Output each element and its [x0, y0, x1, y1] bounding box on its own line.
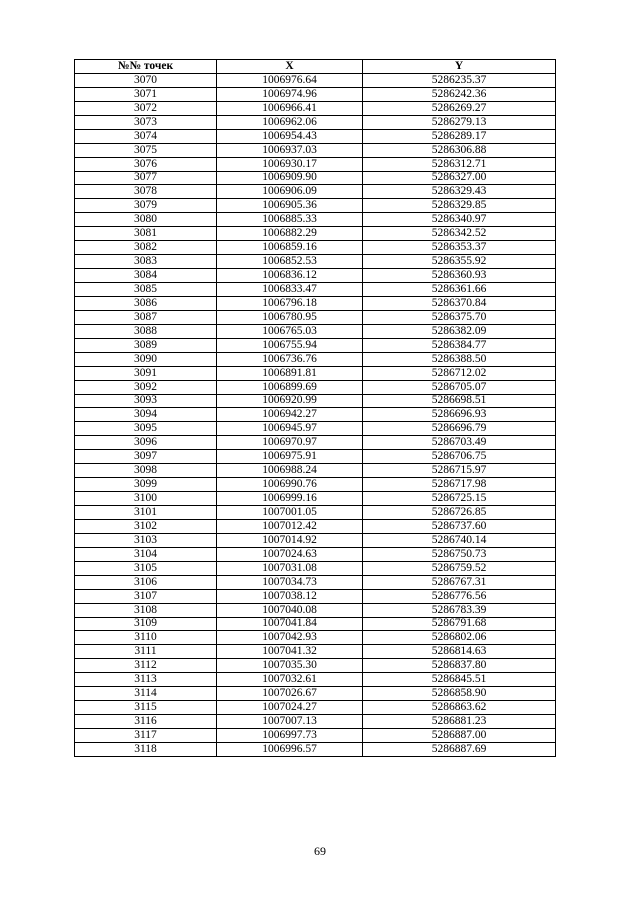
- table-row: [75, 659, 556, 673]
- cell-y: 5286696.79: [363, 422, 556, 436]
- cell-point-number: 3104: [75, 547, 217, 561]
- cell-x: 1006962.06: [217, 115, 363, 129]
- cell-y: 5286342.52: [363, 227, 556, 241]
- cell-point-number: 3118: [75, 742, 217, 756]
- cell-x: 1007014.92: [217, 533, 363, 547]
- cell-y: 5286355.92: [363, 255, 556, 269]
- cell-point-number: 3102: [75, 519, 217, 533]
- cell-y: 5286306.88: [363, 143, 556, 157]
- cell-y: 5286737.60: [363, 519, 556, 533]
- table-row: [75, 241, 556, 255]
- cell-point-number: 3076: [75, 157, 217, 171]
- cell-point-number: 3103: [75, 533, 217, 547]
- cell-y: 5286712.02: [363, 366, 556, 380]
- table-row: [75, 589, 556, 603]
- table-row: [75, 575, 556, 589]
- cell-y: 5286279.13: [363, 115, 556, 129]
- table-row: [75, 199, 556, 213]
- cell-x: 1006780.95: [217, 310, 363, 324]
- cell-point-number: 3088: [75, 324, 217, 338]
- cell-x: 1007012.42: [217, 519, 363, 533]
- cell-x: 1006975.91: [217, 450, 363, 464]
- cell-x: 1007042.93: [217, 631, 363, 645]
- cell-y: 5286783.39: [363, 603, 556, 617]
- cell-point-number: 3085: [75, 283, 217, 297]
- table-row: [75, 422, 556, 436]
- cell-point-number: 3098: [75, 464, 217, 478]
- cell-y: 5286717.98: [363, 478, 556, 492]
- cell-x: 1006930.17: [217, 157, 363, 171]
- cell-y: 5286887.00: [363, 729, 556, 743]
- cell-point-number: 3094: [75, 408, 217, 422]
- cell-y: 5286725.15: [363, 492, 556, 506]
- cell-point-number: 3080: [75, 213, 217, 227]
- cell-x: 1006966.41: [217, 101, 363, 115]
- cell-x: 1006942.27: [217, 408, 363, 422]
- cell-point-number: 3072: [75, 101, 217, 115]
- cell-y: 5286706.75: [363, 450, 556, 464]
- cell-x: 1007026.67: [217, 687, 363, 701]
- table-row: [75, 157, 556, 171]
- cell-point-number: 3097: [75, 450, 217, 464]
- cell-x: 1006891.81: [217, 366, 363, 380]
- cell-y: 5286698.51: [363, 394, 556, 408]
- table-row: [75, 729, 556, 743]
- cell-x: 1006976.64: [217, 73, 363, 87]
- cell-x: 1006796.18: [217, 296, 363, 310]
- cell-point-number: 3089: [75, 338, 217, 352]
- cell-point-number: 3116: [75, 715, 217, 729]
- cell-point-number: 3090: [75, 352, 217, 366]
- cell-x: 1006954.43: [217, 129, 363, 143]
- cell-point-number: 3078: [75, 185, 217, 199]
- header-y: Y: [363, 60, 556, 74]
- cell-x: 1006852.53: [217, 255, 363, 269]
- table-row: [75, 561, 556, 575]
- cell-x: 1006999.16: [217, 492, 363, 506]
- cell-y: 5286776.56: [363, 589, 556, 603]
- cell-y: 5286705.07: [363, 380, 556, 394]
- cell-y: 5286696.93: [363, 408, 556, 422]
- cell-x: 1006899.69: [217, 380, 363, 394]
- cell-y: 5286750.73: [363, 547, 556, 561]
- cell-x: 1006765.03: [217, 324, 363, 338]
- table-row: [75, 73, 556, 87]
- cell-x: 1006906.09: [217, 185, 363, 199]
- cell-x: 1006905.36: [217, 199, 363, 213]
- cell-x: 1007024.27: [217, 701, 363, 715]
- cell-y: 5286845.51: [363, 673, 556, 687]
- cell-y: 5286715.97: [363, 464, 556, 478]
- cell-y: 5286703.49: [363, 436, 556, 450]
- cell-point-number: 3095: [75, 422, 217, 436]
- cell-y: 5286235.37: [363, 73, 556, 87]
- cell-x: 1007035.30: [217, 659, 363, 673]
- table-row: [75, 617, 556, 631]
- table-row: [75, 450, 556, 464]
- cell-y: 5286858.90: [363, 687, 556, 701]
- cell-y: 5286361.66: [363, 283, 556, 297]
- cell-x: 1007034.73: [217, 575, 363, 589]
- cell-point-number: 3093: [75, 394, 217, 408]
- cell-point-number: 3111: [75, 645, 217, 659]
- table-row: [75, 533, 556, 547]
- table-row: [75, 310, 556, 324]
- cell-y: 5286726.85: [363, 506, 556, 520]
- page-number: 69: [314, 844, 326, 858]
- cell-x: 1007041.32: [217, 645, 363, 659]
- cell-y: 5286767.31: [363, 575, 556, 589]
- table-body: [75, 73, 556, 756]
- table-row: [75, 143, 556, 157]
- cell-point-number: 3077: [75, 171, 217, 185]
- cell-y: 5286329.85: [363, 199, 556, 213]
- table-row: [75, 213, 556, 227]
- cell-x: 1006974.96: [217, 87, 363, 101]
- table-row: [75, 255, 556, 269]
- cell-y: 5286791.68: [363, 617, 556, 631]
- cell-x: 1007031.08: [217, 561, 363, 575]
- cell-point-number: 3070: [75, 73, 217, 87]
- cell-point-number: 3108: [75, 603, 217, 617]
- table-row: [75, 87, 556, 101]
- table-row: [75, 338, 556, 352]
- table-row: [75, 283, 556, 297]
- cell-y: 5286740.14: [363, 533, 556, 547]
- table-row: [75, 645, 556, 659]
- cell-x: 1006996.57: [217, 742, 363, 756]
- table-row: [75, 394, 556, 408]
- cell-point-number: 3074: [75, 129, 217, 143]
- table-row: [75, 673, 556, 687]
- cell-y: 5286814.63: [363, 645, 556, 659]
- cell-y: 5286837.80: [363, 659, 556, 673]
- table-row: [75, 715, 556, 729]
- cell-point-number: 3106: [75, 575, 217, 589]
- cell-point-number: 3099: [75, 478, 217, 492]
- cell-point-number: 3092: [75, 380, 217, 394]
- table-row: [75, 687, 556, 701]
- cell-x: 1006997.73: [217, 729, 363, 743]
- cell-x: 1007038.12: [217, 589, 363, 603]
- cell-y: 5286388.50: [363, 352, 556, 366]
- table-row: [75, 506, 556, 520]
- table-row: [75, 742, 556, 756]
- cell-x: 1006937.03: [217, 143, 363, 157]
- cell-point-number: 3101: [75, 506, 217, 520]
- table-row: [75, 492, 556, 506]
- cell-x: 1006736.76: [217, 352, 363, 366]
- table-row: [75, 478, 556, 492]
- table-row: [75, 269, 556, 283]
- cell-x: 1007040.08: [217, 603, 363, 617]
- cell-y: 5286360.93: [363, 269, 556, 283]
- table-row: [75, 366, 556, 380]
- table-row: [75, 129, 556, 143]
- cell-y: 5286881.23: [363, 715, 556, 729]
- cell-point-number: 3114: [75, 687, 217, 701]
- cell-point-number: 3109: [75, 617, 217, 631]
- cell-x: 1006833.47: [217, 283, 363, 297]
- table-row: [75, 380, 556, 394]
- cell-point-number: 3081: [75, 227, 217, 241]
- table-row: [75, 101, 556, 115]
- cell-x: 1006920.99: [217, 394, 363, 408]
- cell-point-number: 3091: [75, 366, 217, 380]
- table-row: [75, 185, 556, 199]
- cell-x: 1007041.84: [217, 617, 363, 631]
- cell-point-number: 3113: [75, 673, 217, 687]
- cell-x: 1006970.97: [217, 436, 363, 450]
- cell-x: 1006859.16: [217, 241, 363, 255]
- cell-point-number: 3105: [75, 561, 217, 575]
- cell-y: 5286312.71: [363, 157, 556, 171]
- coordinates-table: [74, 59, 556, 757]
- table-row: [75, 408, 556, 422]
- cell-y: 5286242.36: [363, 87, 556, 101]
- header-x: X: [217, 60, 363, 74]
- cell-x: 1006882.29: [217, 227, 363, 241]
- table-row: [75, 519, 556, 533]
- cell-y: 5286863.62: [363, 701, 556, 715]
- cell-y: 5286289.17: [363, 129, 556, 143]
- cell-x: 1006988.24: [217, 464, 363, 478]
- cell-x: 1006755.94: [217, 338, 363, 352]
- cell-x: 1007032.61: [217, 673, 363, 687]
- cell-y: 5286353.37: [363, 241, 556, 255]
- cell-x: 1006990.76: [217, 478, 363, 492]
- table-row: [75, 631, 556, 645]
- table-row: [75, 436, 556, 450]
- cell-x: 1006909.90: [217, 171, 363, 185]
- cell-y: 5286327.00: [363, 171, 556, 185]
- cell-point-number: 3079: [75, 199, 217, 213]
- cell-point-number: 3071: [75, 87, 217, 101]
- cell-y: 5286370.84: [363, 296, 556, 310]
- cell-point-number: 3073: [75, 115, 217, 129]
- table-header-row: [75, 60, 556, 74]
- table-row: [75, 227, 556, 241]
- table-row: [75, 115, 556, 129]
- table-row: [75, 464, 556, 478]
- cell-point-number: 3084: [75, 269, 217, 283]
- cell-point-number: 3117: [75, 729, 217, 743]
- cell-point-number: 3107: [75, 589, 217, 603]
- cell-y: 5286887.69: [363, 742, 556, 756]
- cell-point-number: 3075: [75, 143, 217, 157]
- cell-y: 5286340.97: [363, 213, 556, 227]
- cell-y: 5286375.70: [363, 310, 556, 324]
- table-row: [75, 352, 556, 366]
- cell-point-number: 3087: [75, 310, 217, 324]
- cell-point-number: 3082: [75, 241, 217, 255]
- table-row: [75, 296, 556, 310]
- cell-y: 5286382.09: [363, 324, 556, 338]
- cell-y: 5286384.77: [363, 338, 556, 352]
- cell-x: 1006885.33: [217, 213, 363, 227]
- cell-y: 5286329.43: [363, 185, 556, 199]
- cell-y: 5286802.06: [363, 631, 556, 645]
- cell-point-number: 3083: [75, 255, 217, 269]
- cell-x: 1007024.63: [217, 547, 363, 561]
- header-point-number: №№ точек: [75, 60, 217, 74]
- cell-point-number: 3100: [75, 492, 217, 506]
- cell-x: 1007007.13: [217, 715, 363, 729]
- table-row: [75, 547, 556, 561]
- table-row: [75, 701, 556, 715]
- cell-x: 1006945.97: [217, 422, 363, 436]
- cell-point-number: 3096: [75, 436, 217, 450]
- cell-x: 1007001.05: [217, 506, 363, 520]
- cell-point-number: 3112: [75, 659, 217, 673]
- cell-point-number: 3086: [75, 296, 217, 310]
- cell-point-number: 3115: [75, 701, 217, 715]
- table-row: [75, 171, 556, 185]
- cell-x: 1006836.12: [217, 269, 363, 283]
- cell-point-number: 3110: [75, 631, 217, 645]
- table-row: [75, 603, 556, 617]
- cell-y: 5286269.27: [363, 101, 556, 115]
- table-row: [75, 324, 556, 338]
- cell-y: 5286759.52: [363, 561, 556, 575]
